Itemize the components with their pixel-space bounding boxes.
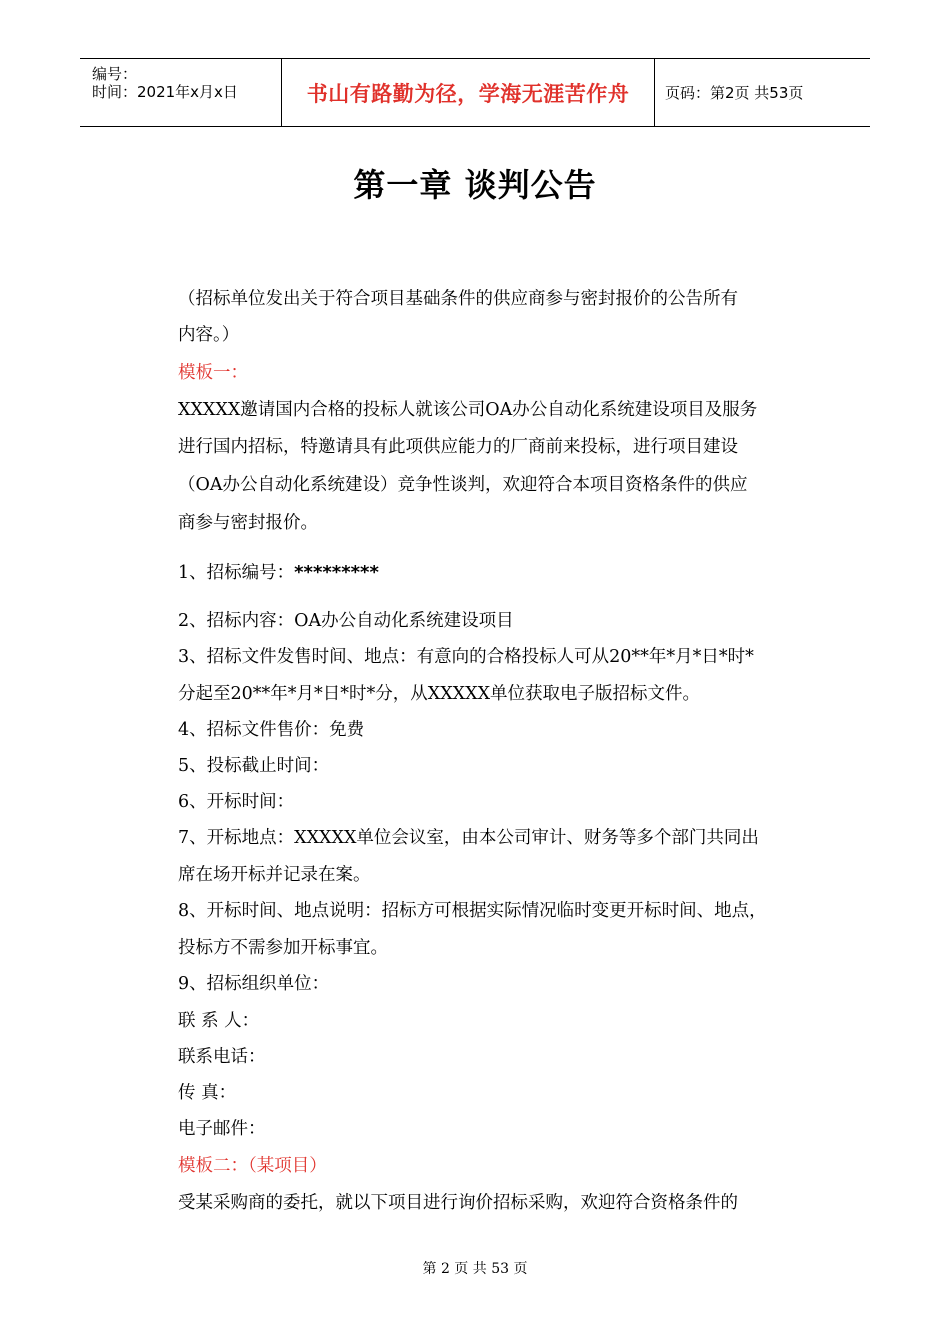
- intro-line-1: （招标单位发出关于符合项目基础条件的供应商参与密封报价的公告所有: [178, 289, 738, 309]
- paragraph-1-line-2: 进行国内招标，特邀请具有此项供应能力的厂商前来投标，进行项目建设: [178, 437, 738, 457]
- template-two-label: 模板二：（某项目）: [178, 1156, 327, 1176]
- item-3-line-2: 分起至20**年*月*日*时*分，从XXXXX单位获取电子版招标文件。: [178, 684, 701, 704]
- header-page-info: 页码：第2页 共53页: [665, 84, 804, 102]
- header-motto-cell: [282, 59, 655, 126]
- item-4: 4、招标文件售价：免费: [178, 720, 365, 740]
- time-label: 时间：2021年x月x日: [92, 83, 238, 101]
- item-3-line-1: 3、招标文件发售时间、地点：有意向的合格投标人可从20**年*月*日*时*: [178, 647, 754, 667]
- contact-phone-label: 联系电话：: [178, 1047, 266, 1067]
- paragraph-2-line-1: 受某采购商的委托，就以下项目进行询价招标采购，欢迎符合资格条件的: [178, 1193, 738, 1213]
- header-meta: [80, 59, 282, 126]
- chapter-title: 第一章 谈判公告: [353, 166, 597, 204]
- page-header: [80, 58, 870, 127]
- intro-line-2: 内容。）: [178, 325, 240, 345]
- page-footer: 第 2 页 共 53 页: [422, 1261, 528, 1277]
- fax-label: 传 真：: [178, 1083, 237, 1103]
- item-8-line-1: 8、开标时间、地点说明：招标方可根据实际情况临时变更开标时间、地点，: [178, 901, 767, 921]
- paragraph-1-line-4: 商参与密封报价。: [178, 513, 318, 533]
- paragraph-1-line-3: （OA办公自动化系统建设）竞争性谈判，欢迎符合本项目资格条件的供应: [178, 475, 748, 495]
- motto-text: 书山有路勤为径，学海无涯苦作舟: [306, 81, 630, 106]
- item-1: [178, 559, 379, 584]
- item-7-line-1: 7、开标地点：XXXXX单位会议室，由本公司审计、财务等多个部门共同出: [178, 828, 759, 848]
- item-1-value: *********: [294, 562, 379, 583]
- number-label: 编号：: [92, 65, 138, 83]
- item-6: 6、开标时间：: [178, 792, 295, 812]
- item-1-label: 1、招标编号：: [178, 563, 295, 583]
- paragraph-1-line-1: XXXXX邀请国内合格的投标人就该公司OA办公自动化系统建设项目及服务: [178, 400, 758, 420]
- contact-person-label: 联 系 人：: [178, 1011, 260, 1031]
- item-2: 2、招标内容：OA办公自动化系统建设项目: [178, 611, 514, 631]
- item-5: 5、投标截止时间：: [178, 756, 330, 776]
- item-7-line-2: 席在场开标并记录在案。: [178, 865, 371, 885]
- template-one-label: 模板一：: [178, 363, 248, 383]
- item-8-line-2: 投标方不需参加开标事宜。: [178, 938, 388, 958]
- email-label: 电子邮件：: [178, 1119, 266, 1139]
- item-9: 9、招标组织单位：: [178, 974, 330, 994]
